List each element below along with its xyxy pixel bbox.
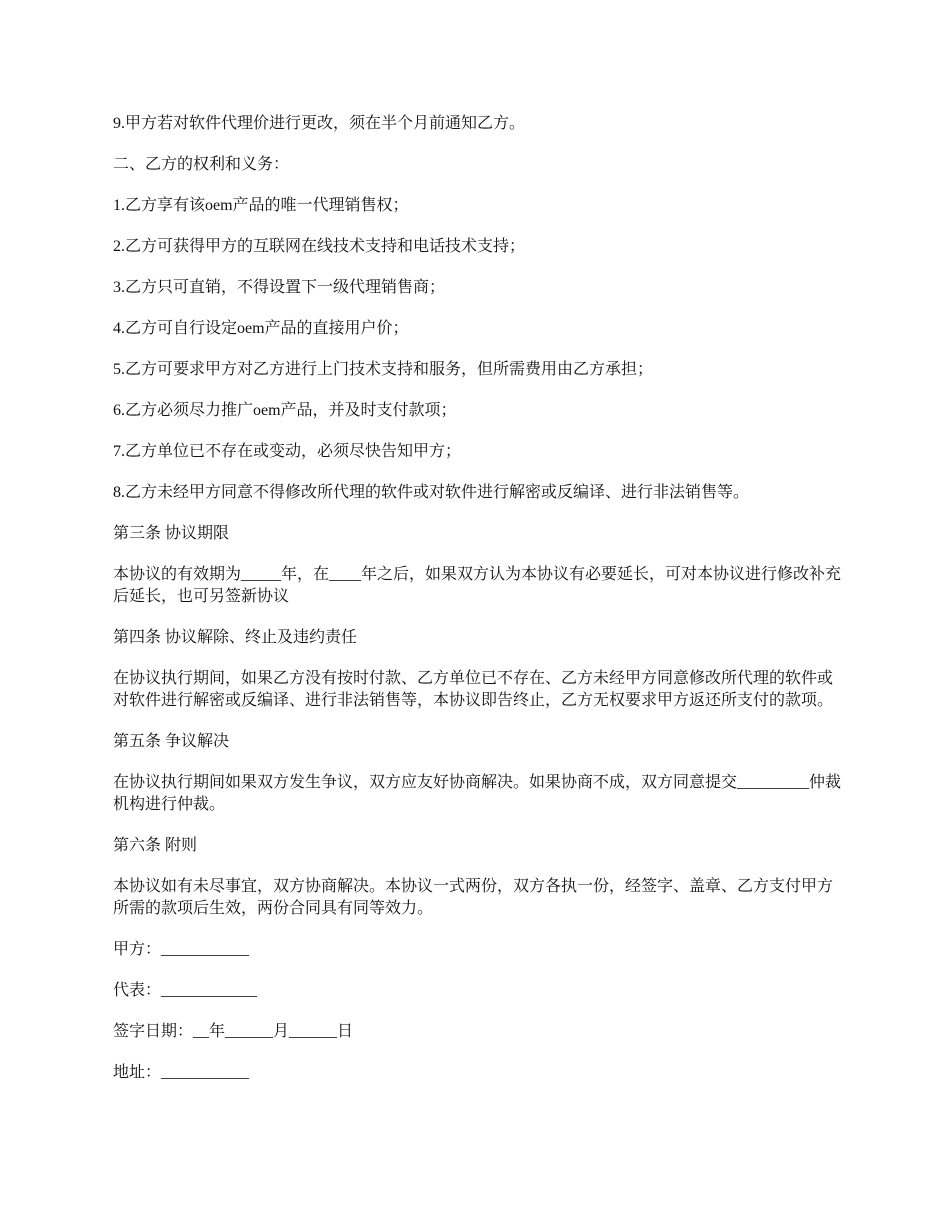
section-heading-party-b-rights: 二、乙方的权利和义务： [113, 156, 290, 173]
article-4-heading: 第四条 协议解除、终止及违约责任 [113, 629, 358, 646]
clause-b7: 7.乙方单位已不存在或变动，必须尽快告知甲方； [113, 443, 462, 460]
signature-party-a: 甲方：___________ [113, 941, 250, 958]
signature-date: 签字日期：__年______月______日 [113, 1023, 354, 1040]
article-5-body: 在协议执行期间如果双方发生争议，双方应友好协商解决。如果协商不成，双方同意提交_________仲裁机构进行仲裁。 [113, 774, 842, 813]
clause-b8: 8.乙方未经甲方同意不得修改所代理的软件或对软件进行解密或反编译、进行非法销售等。 [113, 484, 750, 501]
clause-b6: 6.乙方必须尽力推广oem产品，并及时支付款项； [113, 402, 457, 419]
clause-b2: 2.乙方可获得甲方的互联网在线技术支持和电话技术支持； [113, 238, 526, 255]
signature-address: 地址：___________ [113, 1064, 250, 1081]
article-6-heading: 第六条 附则 [113, 837, 198, 854]
article-5-heading: 第五条 争议解决 [113, 733, 230, 750]
clause-b1: 1.乙方享有该oem产品的唯一代理销售权； [113, 197, 409, 214]
clause-b4: 4.乙方可自行设定oem产品的直接用户价； [113, 320, 409, 337]
clause-b3: 3.乙方只可直销，不得设置下一级代理销售商； [113, 279, 446, 296]
clause-9-price-change: 9.甲方若对软件代理价进行更改，须在半个月前通知乙方。 [113, 115, 526, 132]
clause-b5: 5.乙方可要求甲方对乙方进行上门技术支持和服务，但所需费用由乙方承担； [113, 361, 654, 378]
signature-representative: 代表：____________ [113, 982, 258, 999]
article-3-heading: 第三条 协议期限 [113, 525, 230, 542]
article-4-body: 在协议执行期间，如果乙方没有按时付款、乙方单位已不存在、乙方未经甲方同意修改所代理的软件或对软件进行解密或反编译、进行非法销售等，本协议即告终止，乙方无权要求甲方返还所支付的款项。 [113, 670, 834, 709]
article-3-body: 本协议的有效期为_____年，在____年之后，如果双方认为本协议有必要延长，可对本协议进行修改补充后延长，也可另签新协议 [113, 566, 842, 605]
article-6-body: 本协议如有未尽事宜，双方协商解决。本协议一式两份，双方各执一份，经签字、盖章、乙方支付甲方所需的款项后生效，两份合同具有同等效力。 [113, 878, 834, 917]
document-body [113, 113, 843, 1103]
